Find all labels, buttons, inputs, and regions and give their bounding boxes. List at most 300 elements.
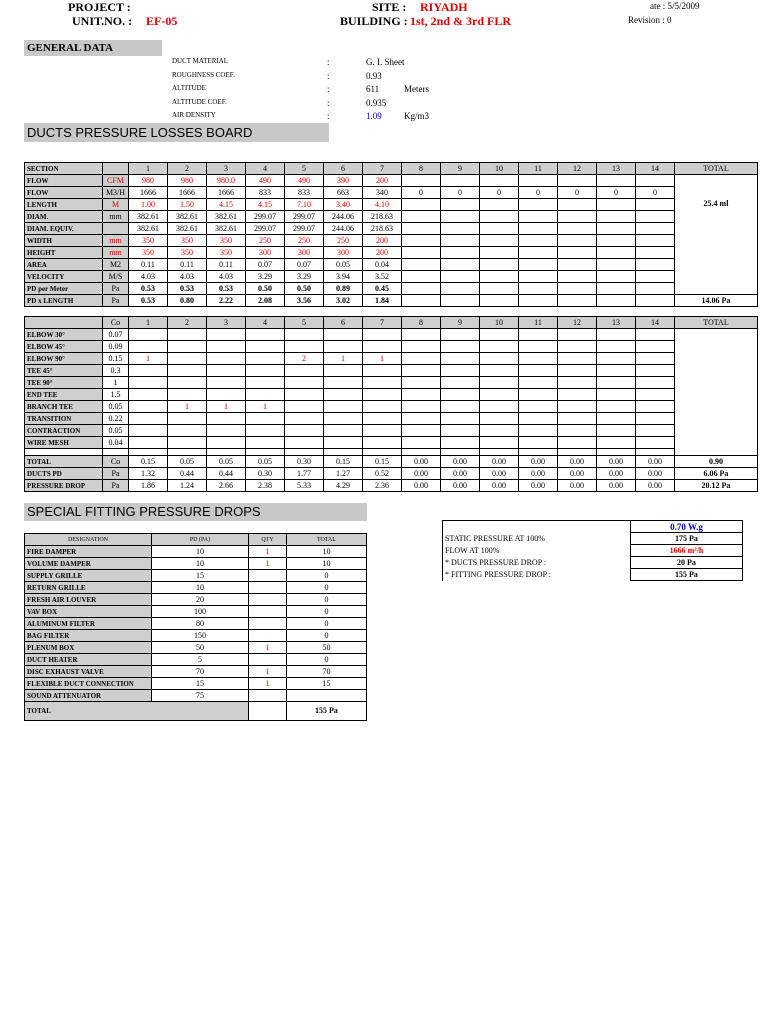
section-col-header: 2 [168, 317, 207, 329]
revision-text: Revision : 0 [628, 15, 672, 25]
fitting-qty: 1 [363, 353, 402, 365]
section-col-header: 6 [324, 163, 363, 175]
duct-value [519, 223, 558, 235]
duct-value [597, 211, 636, 223]
general-data-label: DUCT MATERIAL [172, 57, 229, 65]
row-label: DIAM. [25, 211, 103, 223]
duct-value [597, 295, 636, 307]
duct-value: 3.29 [246, 271, 285, 283]
fitting-qty [441, 329, 480, 341]
duct-value: 1.00 [129, 199, 168, 211]
special-pd: 15 [152, 570, 249, 582]
duct-value: 1.84 [363, 295, 402, 307]
duct-value: 4.15 [246, 199, 285, 211]
general-data-colon: : [327, 57, 330, 67]
fitting-coef: 0.05 [103, 401, 129, 413]
general-data-unit: Kg/m3 [404, 111, 430, 121]
fitting-qty [402, 377, 441, 389]
totals-value: 1.27 [324, 468, 363, 480]
summary-label: * FITTING PRESSURE DROP : [443, 569, 631, 581]
totals-value: 0.00 [558, 456, 597, 468]
total-length [675, 175, 758, 295]
spacer-cell [558, 449, 597, 456]
duct-value: 0 [402, 187, 441, 199]
totals-value: 0.00 [402, 468, 441, 480]
fitting-qty: 1 [168, 401, 207, 413]
totals-value: 4.29 [324, 480, 363, 492]
section-col-header: 5 [285, 317, 324, 329]
fitting-coef: 0.15 [103, 353, 129, 365]
duct-value [402, 283, 441, 295]
row-unit [103, 223, 129, 235]
special-header: DESIGNATION [25, 534, 152, 546]
co-header: Co [103, 317, 129, 329]
special-name: FLEXIBLE DUCT CONNECTION [25, 678, 152, 690]
fitting-qty [168, 353, 207, 365]
spacer-cell [129, 449, 168, 456]
fitting-qty [246, 365, 285, 377]
fitting-coef: 1.5 [103, 389, 129, 401]
duct-value [480, 235, 519, 247]
duct-value: 350 [168, 235, 207, 247]
duct-value [519, 283, 558, 295]
section-col-header: 1 [129, 317, 168, 329]
special-total: 70 [287, 666, 367, 678]
duct-value: 980 [168, 175, 207, 187]
special-total-label: TOTAL [25, 702, 249, 721]
duct-value [441, 223, 480, 235]
duct-value: 382.61 [168, 223, 207, 235]
special-total: 10 [287, 558, 367, 570]
fitting-qty [168, 365, 207, 377]
duct-value [441, 235, 480, 247]
row-unit: M2 [103, 259, 129, 271]
fitting-qty [129, 389, 168, 401]
duct-value: 0.11 [129, 259, 168, 271]
general-data-value: 611 [366, 84, 380, 94]
fitting-qty [597, 341, 636, 353]
totals-value: 0.05 [246, 456, 285, 468]
special-qty: 1 [249, 666, 287, 678]
fitting-qty [441, 401, 480, 413]
duct-value [519, 259, 558, 271]
unit-label: UNIT.NO. : [72, 14, 133, 28]
fitting-qty [636, 377, 675, 389]
duct-value: 3.52 [363, 271, 402, 283]
special-pd: 100 [152, 606, 249, 618]
fitting-qty [441, 377, 480, 389]
totals-value: 0.00 [441, 468, 480, 480]
fitting-qty [519, 341, 558, 353]
totals-value: 0.15 [324, 456, 363, 468]
duct-value [402, 259, 441, 271]
duct-value [519, 295, 558, 307]
duct-value: 490 [246, 175, 285, 187]
duct-value: 663 [324, 187, 363, 199]
duct-value [441, 211, 480, 223]
section-header: SECTION [25, 163, 103, 175]
special-name: SOUND ATTENUATOR [25, 690, 152, 702]
fitting-qty [363, 437, 402, 449]
duct-value [597, 235, 636, 247]
fitting-qty [246, 437, 285, 449]
fitting-qty [441, 365, 480, 377]
duct-value: 0.11 [207, 259, 246, 271]
duct-value: 300 [285, 247, 324, 259]
fitting-qty [129, 365, 168, 377]
row-label: FLOW [25, 187, 103, 199]
fitting-qty [480, 389, 519, 401]
building-label: BUILDING : [340, 14, 408, 28]
fitting-qty [636, 365, 675, 377]
fitting-qty [285, 365, 324, 377]
duct-value [636, 199, 675, 211]
fitting-qty [207, 377, 246, 389]
special-total: 15 [287, 678, 367, 690]
fitting-qty [558, 353, 597, 365]
duct-value [441, 295, 480, 307]
fitting-qty [207, 341, 246, 353]
fitting-qty [597, 365, 636, 377]
duct-value: 0 [597, 187, 636, 199]
fitting-qty [558, 377, 597, 389]
general-data-value: 0.93 [366, 70, 382, 81]
fitting-qty [519, 425, 558, 437]
fitting-qty [441, 425, 480, 437]
fitting-qty [207, 413, 246, 425]
totals-unit: Pa [103, 480, 129, 492]
fitting-qty [168, 389, 207, 401]
section-col-header: 9 [441, 317, 480, 329]
duct-value [636, 211, 675, 223]
duct-value: 218.63 [363, 211, 402, 223]
fitting-coef: 1 [103, 377, 129, 389]
spacer-cell [207, 449, 246, 456]
duct-value [441, 247, 480, 259]
section-col-header: 7 [363, 163, 402, 175]
row-label: VELOCITY [25, 271, 103, 283]
special-pd: 15 [152, 678, 249, 690]
special-qty [249, 594, 287, 606]
ducts-board-title: DUCTS PRESSURE LOSSES BOARD [24, 123, 329, 142]
fitting-qty [285, 341, 324, 353]
fitting-qty [324, 329, 363, 341]
fitting-qty [597, 329, 636, 341]
section-col-header: 10 [480, 317, 519, 329]
fitting-coef: 0.04 [103, 437, 129, 449]
site-label: SITE : [372, 0, 407, 14]
fitting-qty [519, 353, 558, 365]
totals-value: 0.05 [168, 456, 207, 468]
special-name: FIRE DAMPER [25, 546, 152, 558]
section-col-header: 14 [636, 317, 675, 329]
duct-value [402, 199, 441, 211]
special-qty [249, 582, 287, 594]
special-qty: 1 [249, 642, 287, 654]
totals-value: 0.00 [597, 468, 636, 480]
summary-blank [443, 521, 631, 533]
fitting-qty [168, 329, 207, 341]
fitting-qty [480, 365, 519, 377]
fitting-qty [324, 413, 363, 425]
duct-value: 350 [207, 247, 246, 259]
project-label: PROJECT : [68, 0, 131, 14]
fitting-qty [246, 413, 285, 425]
duct-value [597, 283, 636, 295]
fitting-qty [285, 425, 324, 437]
duct-value [480, 211, 519, 223]
fitting-qty [324, 341, 363, 353]
duct-value [480, 223, 519, 235]
fitting-qty [324, 401, 363, 413]
fitting-qty [441, 341, 480, 353]
totals-value: 5.33 [285, 480, 324, 492]
special-qty [249, 690, 287, 702]
fitting-qty [480, 425, 519, 437]
totals-value: 1.77 [285, 468, 324, 480]
fitting-label: TEE 45° [25, 365, 103, 377]
duct-value: 250 [285, 235, 324, 247]
section-col-header: 13 [597, 163, 636, 175]
duct-value: 382.61 [207, 211, 246, 223]
duct-value: 0.50 [285, 283, 324, 295]
fitting-qty [597, 437, 636, 449]
fitting-qty [129, 425, 168, 437]
duct-value: 0.80 [168, 295, 207, 307]
duct-value [597, 199, 636, 211]
fitting-qty [519, 377, 558, 389]
duct-value [519, 247, 558, 259]
duct-value: 0.07 [285, 259, 324, 271]
special-pd: 80 [152, 618, 249, 630]
section-col-header [103, 163, 129, 175]
duct-value: 3.56 [285, 295, 324, 307]
fitting-qty [129, 341, 168, 353]
totals-label: PRESSURE DROP [25, 480, 103, 492]
duct-value: 0.53 [129, 283, 168, 295]
duct-value [441, 271, 480, 283]
fitting-label: BRANCH TEE [25, 401, 103, 413]
duct-value [519, 271, 558, 283]
row-label: FLOW [25, 175, 103, 187]
section-col-header: 11 [519, 317, 558, 329]
duct-value [597, 223, 636, 235]
fitting-qty [246, 329, 285, 341]
special-total: 0 [287, 570, 367, 582]
duct-value [480, 247, 519, 259]
totals-value: 2.36 [363, 480, 402, 492]
totals-value: 0.30 [246, 468, 285, 480]
totals-total: 0.90 [675, 456, 758, 468]
duct-value: 0 [558, 187, 597, 199]
special-qty [249, 618, 287, 630]
spacer-cell [285, 449, 324, 456]
fitting-qty [168, 341, 207, 353]
fitting-qty [519, 413, 558, 425]
fitting-qty [402, 389, 441, 401]
duct-value [558, 211, 597, 223]
duct-value: 4.03 [129, 271, 168, 283]
duct-value [441, 175, 480, 187]
section-col-header: 11 [519, 163, 558, 175]
fitting-qty [285, 329, 324, 341]
fitting-qty [558, 425, 597, 437]
duct-value [636, 271, 675, 283]
fitting-qty [519, 365, 558, 377]
fitting-qty [363, 341, 402, 353]
fitting-qty [558, 389, 597, 401]
special-pd: 70 [152, 666, 249, 678]
totals-value: 0.00 [402, 456, 441, 468]
summary-table [442, 520, 743, 581]
duct-value: 382.61 [168, 211, 207, 223]
special-total-blank [249, 702, 287, 721]
totals-value: 0.00 [480, 468, 519, 480]
totals-value: 0.00 [636, 480, 675, 492]
special-name: PLENUM BOX [25, 642, 152, 654]
spacer-cell [324, 449, 363, 456]
row-label: WIDTH [25, 235, 103, 247]
general-data-colon: : [327, 84, 330, 94]
duct-value [636, 283, 675, 295]
duct-value: 218.63 [363, 223, 402, 235]
duct-value: 0.53 [207, 283, 246, 295]
spacer-cell [168, 449, 207, 456]
duct-value [558, 235, 597, 247]
row-unit: M3/H [103, 187, 129, 199]
fitting-qty [558, 401, 597, 413]
fitting-qty [129, 329, 168, 341]
fitting-qty [558, 329, 597, 341]
special-header: TOTAL [287, 534, 367, 546]
fitting-coef: 0.09 [103, 341, 129, 353]
totals-unit: Pa [103, 468, 129, 480]
special-header: PD (PA) [152, 534, 249, 546]
row-unit: mm [103, 211, 129, 223]
special-total: 0 [287, 606, 367, 618]
section-col-header [25, 317, 103, 329]
summary-wg-value: 0.70 W.g [631, 521, 743, 533]
special-total [287, 690, 367, 702]
row-unit: Pa [103, 295, 129, 307]
duct-value [558, 283, 597, 295]
fitting-label: TRANSITION [25, 413, 103, 425]
duct-value: 244.06 [324, 211, 363, 223]
fitting-qty [636, 401, 675, 413]
fitting-qty [441, 353, 480, 365]
section-col-header: 1 [129, 163, 168, 175]
section-col-header: 14 [636, 163, 675, 175]
general-data-unit: Meters [404, 84, 429, 94]
fitting-label: ELBOW 45° [25, 341, 103, 353]
duct-value: 4.10 [363, 199, 402, 211]
duct-value: 2.08 [246, 295, 285, 307]
totals-value: 0.15 [363, 456, 402, 468]
duct-value [519, 175, 558, 187]
duct-value [519, 211, 558, 223]
section-col-header: 6 [324, 317, 363, 329]
general-data-value: G. I. Sheet [366, 57, 405, 67]
duct-value: 0 [441, 187, 480, 199]
section-col-header: 9 [441, 163, 480, 175]
total-header: TOTAL [675, 163, 758, 175]
duct-value [597, 175, 636, 187]
duct-value [558, 223, 597, 235]
totals-value: 0.00 [402, 480, 441, 492]
duct-value [636, 259, 675, 271]
section-col-header: 4 [246, 163, 285, 175]
totals-value: 0.00 [441, 480, 480, 492]
section-col-header: 3 [207, 163, 246, 175]
fitting-qty [402, 365, 441, 377]
fitting-qty [597, 389, 636, 401]
totals-value: 0.00 [480, 480, 519, 492]
duct-value: 250 [246, 235, 285, 247]
fitting-qty [168, 425, 207, 437]
fitting-qty [324, 377, 363, 389]
fitting-total-blank [675, 329, 758, 456]
special-pd: 5 [152, 654, 249, 666]
totals-value: 1.32 [129, 468, 168, 480]
special-total-value: 155 Pa [287, 702, 367, 721]
row-label: DIAM. EQUIV. [25, 223, 103, 235]
special-pd: 20 [152, 594, 249, 606]
totals-value: 0.00 [441, 456, 480, 468]
totals-value: 0.00 [519, 468, 558, 480]
duct-value [402, 223, 441, 235]
row-label: AREA [25, 259, 103, 271]
row-label: PD x LENGTH [25, 295, 103, 307]
fitting-qty [402, 437, 441, 449]
fitting-qty [246, 377, 285, 389]
fitting-qty [597, 377, 636, 389]
duct-value [402, 247, 441, 259]
summary-value: 20 Pa [631, 557, 743, 569]
summary-value: 175 Pa [631, 533, 743, 545]
fitting-qty [480, 341, 519, 353]
special-total: 0 [287, 594, 367, 606]
duct-value: 0 [519, 187, 558, 199]
fitting-qty [402, 353, 441, 365]
duct-value: 1666 [207, 187, 246, 199]
totals-value: 2.38 [246, 480, 285, 492]
section-col-header: 7 [363, 317, 402, 329]
fitting-label: ELBOW 90° [25, 353, 103, 365]
total-pd-value: 14.06 Pa [675, 295, 758, 307]
fitting-qty [285, 413, 324, 425]
duct-value [558, 175, 597, 187]
duct-value: 0.89 [324, 283, 363, 295]
summary-value: 155 Pa [631, 569, 743, 581]
fitting-qty [324, 437, 363, 449]
duct-value: 200 [363, 175, 402, 187]
special-name: BAG FILTER [25, 630, 152, 642]
fitting-label: END TEE [25, 389, 103, 401]
fitting-qty [207, 389, 246, 401]
fitting-qty [285, 377, 324, 389]
fitting-qty [597, 401, 636, 413]
totals-label: TOTAL [25, 456, 103, 468]
fitting-label: WIRE MESH [25, 437, 103, 449]
special-qty [249, 570, 287, 582]
duct-value: 0 [636, 187, 675, 199]
special-name: DISC EXHAUST VALVE [25, 666, 152, 678]
fitting-qty: 2 [285, 353, 324, 365]
totals-value: 0.00 [636, 468, 675, 480]
fitting-qty [168, 413, 207, 425]
special-name: SUPPLY GRILLE [25, 570, 152, 582]
row-unit: M [103, 199, 129, 211]
